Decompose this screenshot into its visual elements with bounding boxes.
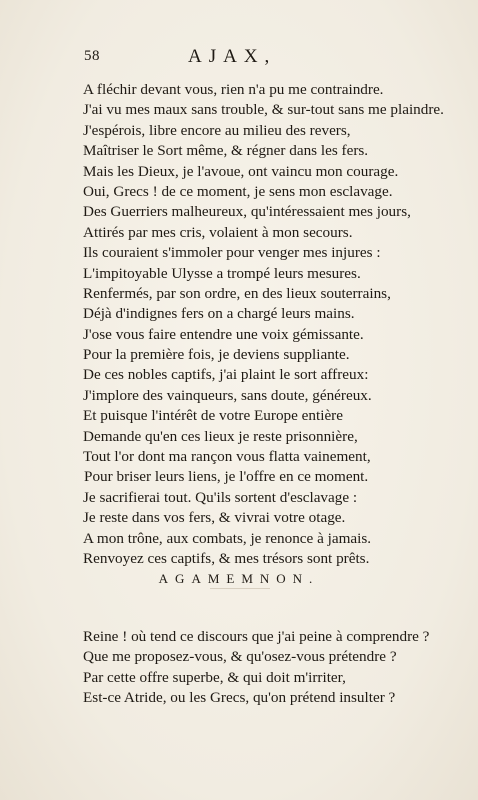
verse-line: Attirés par mes cris, volaient à mon secours. — [83, 223, 353, 241]
speaker-name: AGAMEMNON. — [158, 571, 320, 586]
verse-line: Par cette offre superbe, & qui doit m'irriter, — [83, 668, 346, 686]
agamemnon-speech — [83, 627, 463, 709]
ajax-speech — [83, 80, 463, 569]
verse-line: Pour la première fois, je deviens suppliante. — [83, 346, 350, 364]
verse-line: Je sacrifierai tout. Qu'ils sortent d'esclavage : — [83, 488, 358, 506]
verse-line: Mais les Dieux, je l'avoue, ont vaincu mon courage. — [83, 162, 399, 180]
verse-line: Oui, Grecs ! de ce moment, je sens mon esclavage. — [83, 182, 393, 200]
verse-line: L'impitoyable Ulysse a trompé leurs mesures. — [83, 264, 361, 282]
verse-line: Renfermés, par son ordre, en des lieux souterrains, — [83, 284, 391, 302]
verse-line: Renvoyez ces captifs, & mes trésors sont prêts. — [83, 549, 370, 567]
verse-line: De ces nobles captifs, j'ai plaint le sort affreux: — [83, 366, 369, 384]
bleed-through-mark — [210, 588, 270, 589]
verse-line: Déjà d'indignes fers on a chargé leurs mains. — [83, 305, 355, 323]
running-head: AJAX, — [188, 46, 277, 67]
verse-line: Pour briser leurs liens, je l'offre en ce moment. — [84, 468, 369, 486]
verse-line: Tout l'or dont ma rançon vous flatta vainement, — [83, 448, 371, 466]
verse-line: A mon trône, aux combats, je renonce à jamais. — [83, 529, 372, 547]
verse-line: Et puisque l'intérêt de votre Europe entière — [83, 407, 343, 425]
verse-line: A fléchir devant vous, rien n'a pu me contraindre. — [83, 81, 384, 98]
page-number: 58 — [84, 48, 100, 64]
verse-line: Maîtriser le Sort même, & régner dans les fers. — [83, 142, 369, 160]
verse-line: Est-ce Atride, ou les Grecs, qu'on prétend insulter ? — [83, 689, 396, 707]
verse-line: Reine ! où tend ce discours que j'ai peine à comprendre ? — [83, 628, 430, 645]
verse-line: Je reste dans vos fers, & vivrai votre otage. — [83, 509, 346, 527]
verse-line: Que me proposez-vous, & qu'osez-vous prétendre ? — [83, 648, 397, 666]
verse-line: Ils couraient s'immoler pour venger mes injures : — [83, 244, 381, 262]
verse-line: J'ose vous faire entendre une voix gémissante. — [83, 325, 364, 343]
page-header — [84, 48, 414, 72]
verse-line: J'espérois, libre encore au milieu des revers, — [83, 121, 351, 139]
verse-line: Des Guerriers malheureux, qu'intéressaient mes jours, — [83, 203, 411, 221]
verse-line: J'implore des vainqueurs, sans doute, généreux. — [83, 386, 372, 404]
verse-line: J'ai vu mes maux sans trouble, & sur-tout sans me plaindre. — [83, 101, 444, 119]
verse-line: Demande qu'en ces lieux je reste prisonnière, — [83, 427, 358, 445]
